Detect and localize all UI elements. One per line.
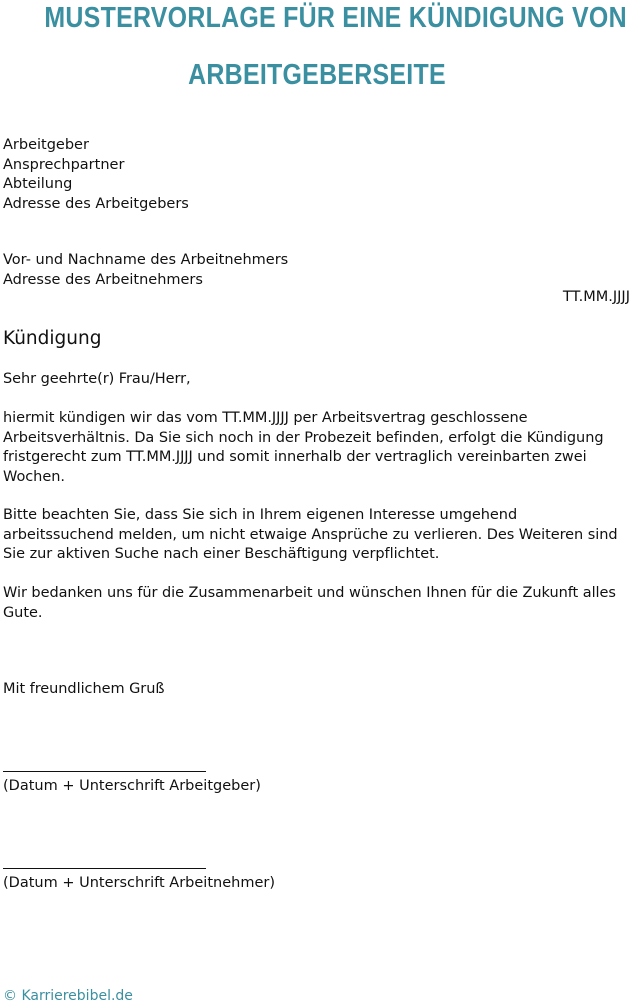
sender-department: Abteilung [3,176,73,192]
body-paragraph-3: Wir bedanken uns für die Zusammenarbeit und wünschen Ihnen für die Zukunft alles Gute. [3,585,616,621]
recipient-name: Vor- und Nachname des Arbeitnehmers [3,252,289,268]
sender-address: Adresse des Arbeitgebers [3,195,189,212]
employee-signature-line [3,868,206,869]
body-paragraph-1: hiermit kündigen wir das vom TT.MM.JJJJ per Arbeitsvertrag geschlossene Arbeitsverhältnis. Da Sie sich noch in der Probezeit befinden, erfolgt die Kündigung fristgerecht zum TT.MM.JJJJ und somit innerhalb der vertraglich vereinbarten zwei Wochen. [3,410,604,485]
document-title-line-1: MUSTERVORLAGE FÜR EINE KÜNDIGUNG VON [44,2,627,34]
body-paragraph-2: Bitte beachten Sie, dass Sie sich in Ihrem eigenen Interesse umgehend arbeitssuchend melden, um nicht etwaige Ansprüche zu verlieren. Des Weiteren sind Sie zur aktiven Suche nach einer Beschäftigung verpflichtet. [3,507,618,562]
sender-contact-person: Ansprechpartner [3,156,125,173]
recipient-address: Adresse des Arbeitnehmers [3,271,203,288]
sender-employer: Arbeitgeber [3,137,89,153]
copyright-footer: © Karrierebibel.de [3,988,133,1004]
salutation: Sehr geehrte(r) Frau/Herr, [3,371,191,387]
employer-signature-line [3,771,206,772]
letter-date: TT.MM.JJJJ [562,289,630,305]
closing-greeting: Mit freundlichem Gruß [3,681,165,697]
employee-signature-label: (Datum + Unterschrift Arbeitnehmer) [3,875,275,891]
letter-subject: Kündigung [3,328,102,349]
employer-signature-label: (Datum + Unterschrift Arbeitgeber) [3,778,261,794]
recipient-address-block [3,251,288,290]
sender-address-block [3,136,189,214]
document-title-line-2: ARBEITGEBERSEITE [188,59,446,91]
